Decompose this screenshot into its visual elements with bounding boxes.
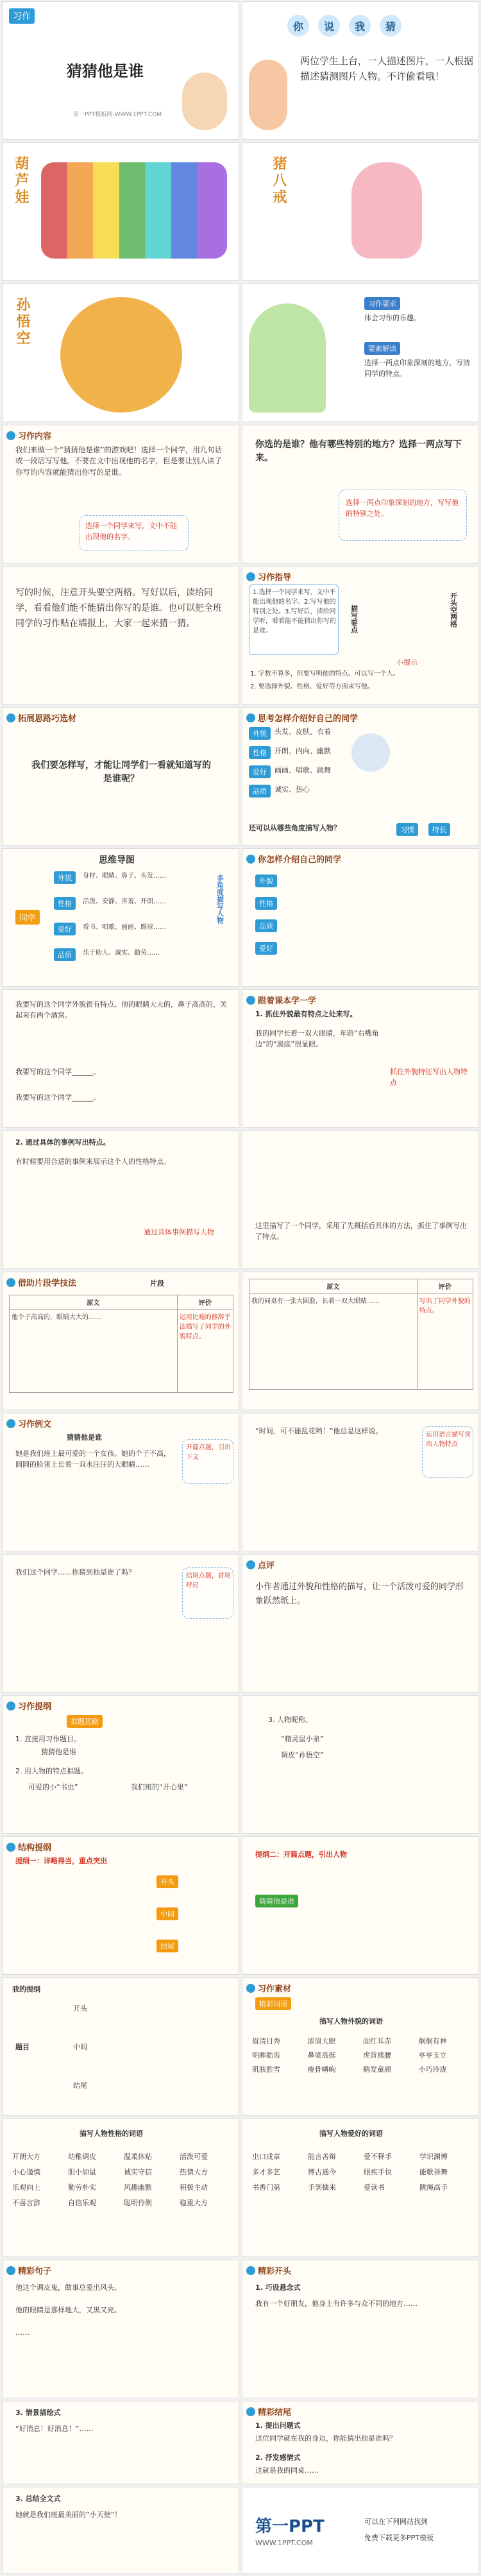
item: 品质 — [255, 919, 277, 932]
trait-tag: 外貌 — [249, 727, 271, 740]
outline-item: 中间 — [156, 1907, 178, 1920]
key-text: 选择一两点印象深刻的地方，写清同学的特点。 — [364, 359, 470, 378]
slide-28 — [242, 1836, 479, 1975]
point-heading: 1. 巧设悬念式 — [255, 2283, 301, 2292]
slide-2 — [242, 1, 479, 140]
footer-line1: 可以在下列网站找到 — [364, 2518, 428, 2526]
cell: 运用比喻的修辞手法描写了同学的外貌特点。 — [177, 1309, 233, 1393]
fragment-title: 片段 — [150, 1279, 164, 1288]
slide-9 — [2, 566, 239, 704]
header-text: 习作素材 — [258, 1984, 292, 1994]
point-note: 抓住外貌特征写出人物特点 — [390, 1068, 468, 1087]
point-note: 通过具体事例描写人物 — [144, 1228, 214, 1236]
slide-header — [6, 2264, 51, 2276]
outline-title: 我的提纲 — [12, 1985, 40, 1993]
slide-3 — [2, 142, 239, 281]
word-item: 能歌善舞 — [419, 2168, 448, 2176]
note-text: 开篇点题，引出下文 — [186, 1444, 231, 1461]
point-heading: 2. 通过具体的事例写出特点。 — [15, 1138, 110, 1147]
slide-title: 猜猜他是谁 — [67, 62, 144, 80]
trait-value: 画画、唱歌、跳舞 — [274, 766, 331, 774]
calabash-brothers-image — [41, 162, 227, 259]
chip: 特长 — [428, 823, 450, 836]
bubble-3: 我 — [349, 15, 371, 37]
branch-value: 看书、唱歌、画画、踢球…… — [83, 924, 166, 931]
question-text: 你选的是谁？他有哪些特别的地方？选择一两点写下来。 — [255, 439, 462, 463]
slide-13 — [2, 848, 239, 987]
slide-23 — [2, 1554, 239, 1693]
word-item: 开朗大方 — [12, 2153, 40, 2161]
header-text: 你怎样介绍自己的同学 — [258, 855, 342, 865]
word-item: 浓眉大眼 — [307, 2037, 336, 2045]
point-text: 有时候要用合适的事例来展示这个人的性格特点。 — [15, 1157, 171, 1166]
word-item: 温柔体贴 — [124, 2153, 152, 2161]
slide-24 — [242, 1554, 479, 1693]
slide-16 — [242, 989, 479, 1128]
word-item: 明眸皓齿 — [252, 2051, 280, 2060]
bubble-4: 猜 — [380, 15, 401, 37]
cartoon-girl-icon — [249, 60, 287, 130]
slide-header — [246, 1982, 291, 1994]
guide-box — [249, 584, 339, 655]
cell: 他个子高高的，眼睛大大的…… — [10, 1309, 178, 1393]
character-label: 孙悟空 — [14, 297, 30, 347]
slide-35 — [2, 2401, 239, 2484]
word-item: 自信乐观 — [68, 2199, 96, 2207]
slide-29 — [2, 1977, 239, 2116]
header-text: 精彩句子 — [18, 2267, 52, 2276]
outline-item: 开头 — [73, 2004, 87, 2013]
word-item: 瘦骨嶙峋 — [307, 2065, 336, 2074]
bullet-icon — [246, 572, 255, 581]
bullet-icon — [6, 1419, 15, 1428]
example-text: 我要写的这个同学外貌很有特点。他的眼睛大大的，鼻子高高的，笑起来有两个酒窝。 — [15, 1000, 227, 1019]
slide-header — [246, 1558, 274, 1571]
outline-item: 结尾 — [156, 1940, 178, 1952]
outline-sub: 猜猜他是谁 — [41, 1748, 76, 1756]
bubble-1: 你 — [287, 15, 309, 37]
target-text: 体会习作的乐趣。 — [364, 314, 421, 322]
slide-19 — [2, 1272, 239, 1410]
point-heading: 1. 提出问题式 — [255, 2421, 301, 2430]
bullet-icon — [6, 2266, 15, 2275]
trait-tag: 性格 — [249, 746, 271, 759]
branch-key: 外貌 — [54, 871, 76, 884]
content-text: 写的时候，注意开头要空两格。写好以后，读给同学，看看他们能不能猜出你写的是谁。也可以把全班同学的习作贴在墙报上，大家一起来猜一猜。 — [15, 588, 222, 629]
bullet-icon — [6, 1702, 15, 1710]
word-item: 虎背熊腰 — [363, 2051, 391, 2060]
word-item: 勤劳朴实 — [68, 2183, 96, 2192]
word-item: 爱不释手 — [364, 2153, 392, 2161]
note-text: 选择一两点印象深刻的地方，写写他的特别之处。 — [346, 499, 459, 518]
tip-2: 2. 要选择外貌、性格、爱好等方面来写他。 — [250, 683, 374, 690]
word-item: 学识渊博 — [419, 2153, 448, 2161]
note-box — [339, 490, 467, 541]
word-item: 能言善辩 — [308, 2153, 336, 2161]
slide-25 — [2, 1695, 239, 1834]
slide-header — [246, 2405, 291, 2418]
outline-sub: 调皮“孙悟空” — [281, 1751, 324, 1759]
essay-title: 猜猜他是谁 — [67, 1433, 102, 1442]
table-row — [249, 1293, 473, 1390]
point-text: 我有一个好朋友，他身上有许多与众不同的地方…… — [255, 2299, 418, 2308]
bullet-icon — [246, 1984, 255, 1993]
slide-header — [6, 1841, 51, 1853]
word-item: 跳绳高手 — [419, 2183, 448, 2192]
slide-37 — [2, 2487, 239, 2574]
slide-32 — [242, 2119, 479, 2257]
word-item: 亭亭玉立 — [418, 2051, 447, 2060]
header-text: 精彩开头 — [258, 2267, 292, 2276]
bullet-icon — [246, 2266, 255, 2275]
word-item: 爱读书 — [364, 2183, 385, 2192]
slide-header — [6, 1276, 76, 1288]
tip-label: 小提示 — [396, 658, 418, 667]
slide-10 — [242, 566, 479, 704]
note-text: 结尾点题，首尾呼应 — [186, 1573, 231, 1589]
slide-18 — [242, 1130, 479, 1269]
branch-key: 品质 — [54, 948, 76, 961]
trait-value: 诚实、热心 — [274, 785, 310, 794]
outline-line: 2. 用人物的特点拟题。 — [15, 1767, 88, 1775]
note-text: 选择一个同学来写，文中不能出现他的名字。 — [85, 522, 177, 541]
bullet-icon — [6, 1278, 15, 1287]
character-label: 猪八戒 — [271, 156, 287, 206]
question-text: 还可以从哪些角度描写人物？ — [249, 824, 341, 832]
slide-20 — [242, 1272, 479, 1410]
slide-1 — [2, 1, 239, 140]
word-item: 手到擒来 — [308, 2183, 336, 2192]
slide-header — [246, 570, 291, 583]
slide-header — [6, 1700, 51, 1712]
trait-value: 头发、皮肤、衣着 — [274, 728, 331, 736]
word-grid — [252, 2151, 470, 2192]
outline-title: 提纲二：开篇点题，引出人物 — [255, 1850, 347, 1859]
header-text: 结构提纲 — [18, 1843, 52, 1853]
slide-14 — [242, 848, 479, 987]
header-text: 精彩结尾 — [258, 2408, 292, 2418]
tip-1: 1. 字数不算多，但要写明他的特点。可以写一个人。 — [250, 670, 400, 678]
word-item: 稳重大方 — [180, 2199, 208, 2207]
table-row — [10, 1309, 233, 1393]
point-text: 她就是我们班最美丽的“小天使”！ — [15, 2511, 122, 2519]
question-text: 我们要怎样写，才能让同学们一看就知道写的是谁呢？ — [31, 760, 211, 784]
word-item: 聪明伶俐 — [124, 2199, 152, 2207]
section-tag: 习作 — [9, 8, 35, 24]
note-box — [182, 1439, 233, 1484]
header-text: 习作内容 — [18, 432, 52, 441]
slide-34 — [242, 2260, 479, 2398]
header-text: 习作指导 — [258, 573, 292, 583]
comment-text: 小作者通过外貌和性格的描写，让一个活泼可爱的同学形象跃然纸上。 — [255, 1582, 464, 1607]
slide-4 — [242, 142, 479, 281]
tree-image — [249, 303, 326, 413]
point-heading: 2. 抒发感情式 — [255, 2453, 301, 2462]
slide-header — [6, 712, 76, 724]
col-header: 评价 — [417, 1279, 473, 1293]
note-text: 运用语言描写突出人物特点 — [426, 1431, 471, 1448]
bubble-2: 说 — [318, 15, 340, 37]
student-avatar — [351, 733, 390, 772]
outline-line: 3. 人物昵称。 — [268, 1716, 312, 1724]
fill-line: 我要写的这个同学______。 — [15, 1068, 100, 1076]
outline-line: 1. 直接用习作题目。 — [15, 1735, 81, 1743]
word-item: 鼻梁高挺 — [307, 2051, 336, 2060]
note-box — [422, 1426, 473, 1478]
rabbit-icon — [182, 73, 227, 130]
slide-6 — [242, 284, 479, 422]
slide-33 — [2, 2260, 239, 2398]
slide-30 — [242, 1977, 479, 2116]
slide-22 — [242, 1413, 479, 1551]
word-item: 炯炯有神 — [418, 2037, 447, 2045]
pig-image — [351, 162, 422, 259]
slide-header — [246, 994, 316, 1006]
outline-title: 提纲一：详略得当，重点突出 — [15, 1857, 107, 1865]
slide-21 — [2, 1413, 239, 1551]
bullet-icon — [6, 1843, 15, 1852]
word-item: 诚实守信 — [124, 2168, 152, 2176]
mindmap-center: 同学 — [15, 910, 40, 925]
point-text: 这就是我的同桌…… — [255, 2466, 319, 2475]
word-item: 乐观向上 — [12, 2183, 40, 2192]
chip: 习惯 — [396, 823, 418, 836]
outline-item: 结尾 — [73, 2081, 87, 2090]
word-grid — [252, 2036, 470, 2074]
slide-5 — [2, 284, 239, 422]
point-heading: 3. 情景描绘式 — [15, 2409, 61, 2417]
slide-8 — [242, 425, 479, 563]
col-header: 评价 — [177, 1295, 233, 1309]
bullet-icon — [246, 1560, 255, 1569]
bubble-row — [287, 15, 401, 37]
slide-27 — [2, 1836, 239, 1975]
summary-text: 这里描写了一个同学，采用了先概括后具体的方法，抓住了事例写出了特点。 — [255, 1222, 467, 1241]
branch-key: 性格 — [54, 897, 76, 910]
cell: 写出了同学外貌的特点。 — [417, 1293, 473, 1390]
branch-key: 爱好 — [54, 923, 76, 935]
bullet-icon — [6, 431, 15, 440]
guide-text: 1.选择一个同学来写。文中不能出现他的名字。2.写写他的特别之处。3.写好后，读给同学听，看看能不能猜出你写的是谁。 — [253, 589, 336, 635]
item: 爱好 — [255, 942, 277, 955]
footer-logo[interactable]: 第一PPT — [255, 2517, 325, 2536]
word-item: 不喜言辞 — [12, 2199, 40, 2207]
table-header — [10, 1295, 233, 1309]
target-tag: 习作要求 — [364, 297, 400, 310]
outline-sub: 可爱的小“书虫” — [28, 1783, 78, 1791]
word-item: 肌肤胜雪 — [252, 2065, 280, 2074]
slide-subtitle: 第一PPT模板网-WWW.1PPT.COM — [73, 112, 162, 118]
header-text: 习作提纲 — [18, 1702, 52, 1712]
game-instruction: 两位学生上台，一人描述图片，一人根据描述猜测图片人物。不许偷看哦！ — [300, 55, 474, 82]
outline-item: 开头 — [156, 1875, 178, 1888]
bullet-icon — [6, 713, 15, 722]
word-item: 小心谨慎 — [12, 2168, 40, 2176]
sentence: 他这个调皮鬼，做事总爱出风头。 — [15, 2283, 121, 2292]
slide-header — [246, 853, 341, 865]
footer-site[interactable]: WWW.1PPT.COM — [255, 2539, 313, 2547]
outline-center: 猜猜他是谁 — [255, 1895, 298, 1907]
slide-header — [6, 1417, 51, 1429]
word-item: 博古通今 — [308, 2168, 336, 2176]
word-item: 出口成章 — [252, 2153, 280, 2161]
guide-right: 开头空两格 — [449, 592, 458, 627]
word-item: 胆小如鼠 — [68, 2168, 96, 2176]
slide-7 — [2, 425, 239, 563]
word-item: 多才多艺 — [252, 2168, 280, 2176]
fill-line: 我要写的这个同学______。 — [15, 1093, 100, 1102]
slide-header — [246, 2264, 291, 2276]
word-item: 积极主动 — [180, 2183, 208, 2192]
slide-15 — [2, 989, 239, 1128]
word-heading: 描写人物性格的词语 — [80, 2129, 143, 2138]
key-tag: 要素解读 — [364, 342, 400, 355]
footer-line2: 免费下载更多PPT模板 — [364, 2534, 434, 2542]
point-text: “好消息！好消息！”…… — [15, 2425, 94, 2433]
word-item: 面红耳赤 — [363, 2037, 391, 2045]
word-item: 活泼可爱 — [180, 2153, 208, 2161]
slide-36 — [242, 2401, 479, 2484]
fragment-table — [9, 1295, 233, 1393]
sentence: …… — [15, 2328, 30, 2337]
guide-label: 描写要点 — [350, 605, 359, 633]
monkey-king-image — [60, 297, 182, 413]
branch-value: 活泼、安静、害羞、开朗…… — [83, 898, 166, 905]
trait-tag: 品质 — [249, 785, 271, 798]
sub-tag: 精彩词语 — [255, 1997, 291, 2010]
word-item: 眉清目秀 — [252, 2037, 280, 2045]
word-heading: 描写人物爱好的词语 — [319, 2129, 383, 2138]
note-box — [182, 1567, 233, 1619]
left-label: 题目 — [15, 2043, 30, 2051]
word-item: 眼疾手快 — [364, 2168, 392, 2176]
header-text: 习作例文 — [18, 1420, 52, 1429]
slide-11 — [242, 707, 479, 846]
essay-text: 我们这个同学……你猜到他是谁了吗？ — [15, 1568, 135, 1576]
side-label: 多角度描写人物 — [215, 874, 224, 924]
bullet-icon — [246, 2407, 255, 2416]
trait-value: 开朗、内向、幽默 — [274, 747, 331, 755]
header-text: 借助片段学技法 — [18, 1279, 77, 1288]
header-text: 思考怎样介绍好自己的同学 — [258, 714, 359, 724]
word-item: 书香门第 — [252, 2183, 280, 2192]
point-text: 我的同学长着一双大眼睛，年龄“右嘴角边”的“黑痣”很显眼。 — [255, 1029, 379, 1048]
mindmap-title: 思维导图 — [99, 855, 135, 866]
note-box — [80, 515, 189, 551]
essay-text: 她是我们班上最可爱的一个女孩。她的个子不高，圆圆的脸蛋上长着一双水汪汪的大眼睛…… — [15, 1449, 171, 1469]
cell: 我的同桌有一张大圆脸，长着一双大眼睛…… — [249, 1293, 418, 1390]
content-text: 我们来做一个“猜猜他是谁”的游戏吧！选择一个同学，用几句话或一段话写写他。不要在文中出现他的名字，但是要让别人读了你写的内容就能猜出你写的是谁。 — [15, 445, 223, 477]
bullet-icon — [246, 713, 255, 722]
header-text: 点评 — [258, 1561, 275, 1571]
header-text: 跟着课本学一学 — [258, 996, 317, 1006]
outline-sub: 我们班的“开心果” — [131, 1783, 188, 1791]
outline-sub: “精灵鼠小弟” — [281, 1735, 324, 1743]
essay-text: “时间，可不能乱花哟！”他总是这样说。 — [255, 1427, 383, 1435]
sentence: 他的眼睛是那样地大，又黑又亮。 — [15, 2306, 121, 2314]
item: 性格 — [255, 897, 277, 910]
footer-banner — [242, 2487, 479, 2574]
bullet-icon — [246, 996, 255, 1005]
word-item: 热情大方 — [180, 2168, 208, 2176]
slide-12 — [2, 707, 239, 846]
fragment-table — [249, 1279, 473, 1390]
word-item: 风趣幽默 — [124, 2183, 152, 2192]
word-item: 鹤发童颜 — [363, 2065, 391, 2074]
outline-item: 中间 — [73, 2043, 87, 2051]
point-heading: 3. 总结全文式 — [15, 2495, 61, 2503]
trait-tag: 爱好 — [249, 765, 271, 778]
slide-31 — [2, 2119, 239, 2257]
slide-17 — [2, 1130, 239, 1269]
slide-26 — [242, 1695, 479, 1834]
col-header: 原文 — [249, 1279, 418, 1293]
sub-tag: 拟题思路 — [67, 1715, 103, 1728]
point-text: 这位同学就在我的身边，你能猜出他是谁吗？ — [255, 2434, 396, 2443]
word-item: 小巧玲珑 — [418, 2065, 447, 2074]
word-grid — [12, 2151, 230, 2208]
slide-header — [246, 712, 358, 724]
point-heading: 1. 抓住外貌最有特点之处来写。 — [255, 1010, 357, 1018]
item: 外貌 — [255, 874, 277, 887]
branch-value: 身材、眼睛、鼻子、头发…… — [83, 873, 166, 880]
header-text: 拓展思路巧选材 — [18, 714, 77, 724]
word-heading: 描写人物外貌的词语 — [319, 2017, 383, 2026]
table-header — [249, 1279, 473, 1293]
character-label: 葫芦娃 — [13, 156, 29, 206]
bullet-icon — [246, 855, 255, 864]
slide-header — [6, 429, 51, 441]
col-header: 原文 — [10, 1295, 178, 1309]
branch-value: 乐于助人、诚实、勤劳…… — [83, 950, 160, 957]
word-item: 幼稚调皮 — [68, 2153, 96, 2161]
